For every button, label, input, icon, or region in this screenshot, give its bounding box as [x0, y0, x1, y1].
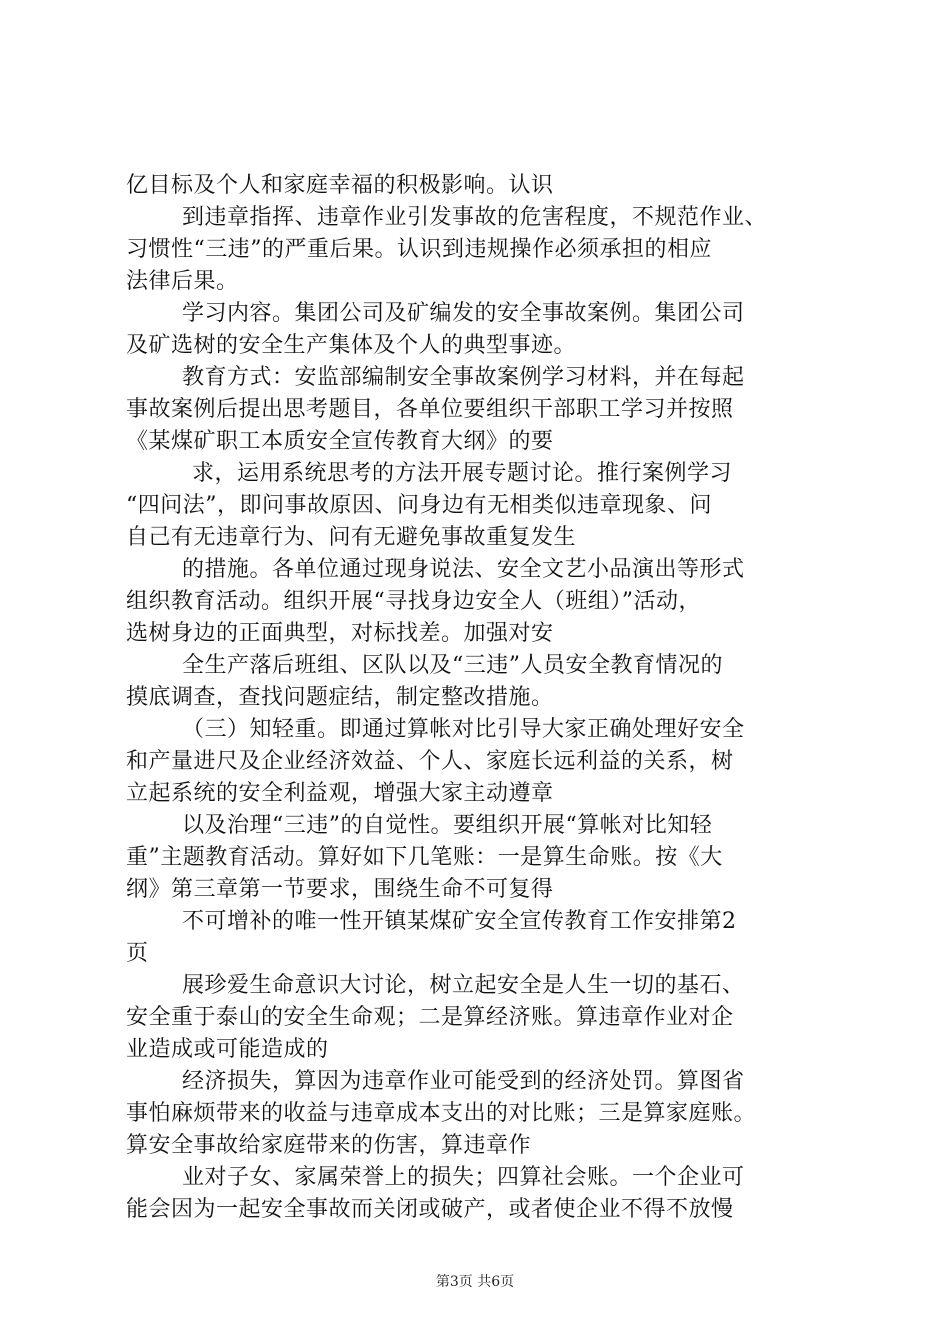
text-line: 纲》第三章第一节要求，围绕生命不可复得: [126, 877, 554, 902]
text-line: 及矿选树的安全生产集体及个人的典型事迹。: [126, 333, 577, 358]
text-line: 和产量进尺及企业经济效益、个人、家庭长远利益的关系，树: [126, 749, 734, 774]
text-line: 不可增补的唯一性开镇某煤矿安全宣传教育工作安排第2: [182, 909, 737, 934]
text-line: 自己有无违章行为、问有无避免事故重复发生: [126, 525, 577, 550]
text-line: 展珍爱生命意识大讨论，树立起安全是人生一切的基石、: [182, 973, 745, 998]
text-line: 学习内容。集团公司及矿编发的安全事故案例。集团公司: [182, 301, 745, 326]
text-line: 事怕麻烦带来的收益与违章成本支出的对比账；三是算家庭账。: [126, 1101, 757, 1126]
text-line: 组织教育活动。组织开展“寻找身边安全人（班组）”活动，: [126, 589, 701, 614]
text-line: 选树身边的正面典型，对标找差。加强对安: [126, 621, 554, 646]
text-line: 能会因为一起安全事故而关闭或破产，或者使企业不得不放慢: [126, 1197, 734, 1222]
text-line: 亿目标及个人和家庭幸福的积极影响。认识: [126, 173, 554, 198]
text-line: 以及治理“三违”的自觉性。要组织开展“算帐对比知轻: [182, 813, 713, 838]
text-line: 重”主题教育活动。算好如下几笔账：一是算生命账。按《大: [126, 845, 723, 870]
text-line: 经济损失，算因为违章作业可能受到的经济处罚。算图省: [182, 1069, 745, 1094]
text-line: 法律后果。: [126, 269, 239, 294]
page-number: 第3页 共6页: [435, 1274, 515, 1290]
text-line: 全生产落后班组、区队以及“三违”人员安全教育情况的: [182, 653, 723, 678]
document-body: [126, 170, 834, 1226]
text-line: 事故案例后提出思考题目，各单位要组织干部职工学习并按照: [126, 397, 734, 422]
text-line: 摸底调查，查找问题症结，制定整改措施。: [126, 685, 554, 710]
text-line: 《某煤矿职工本质安全宣传教育大纲》的要: [126, 429, 554, 454]
text-line: 页: [126, 941, 149, 966]
text-line: 算安全事故给家庭带来的伤害，算违章作: [126, 1133, 532, 1158]
text-line: 求，运用系统思考的方法开展专题讨论。推行案例学习: [192, 461, 733, 486]
text-line: 安全重于泰山的安全生命观；二是算经济账。算违章作业对企: [126, 1005, 734, 1030]
text-line: 习惯性“三违”的严重后果。认识到违规操作必须承担的相应: [126, 237, 712, 262]
text-line: 立起系统的安全利益观，增强大家主动遵章: [126, 781, 554, 806]
text-line: 教育方式：安监部编制安全事故案例学习材料，并在每起: [182, 365, 745, 390]
text-line: （三）知轻重。即通过算帐对比引导大家正确处理好安全: [182, 717, 745, 742]
text-line: 业造成或可能造成的: [126, 1037, 329, 1062]
text-line: 业对子女、家属荣誉上的损失；四算社会账。一个企业可: [182, 1165, 745, 1190]
text-line: 到违章指挥、违章作业引发事故的危害程度，不规范作业、: [182, 205, 768, 230]
text-line: 的措施。各单位通过现身说法、安全文艺小品演出等形式: [182, 557, 745, 582]
text-line: “四问法”，即问事故原因、问身边有无相类似违章现象、问: [126, 493, 712, 518]
